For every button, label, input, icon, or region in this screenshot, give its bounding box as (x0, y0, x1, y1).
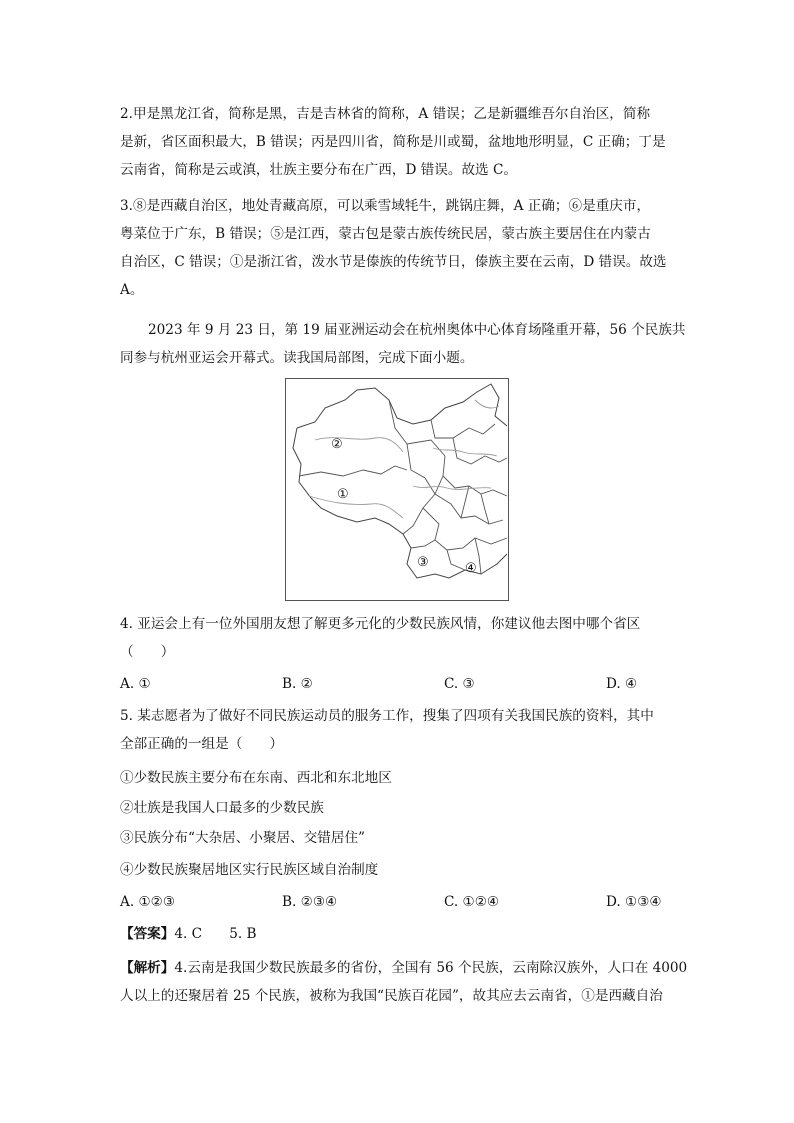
q5-option-c: C. ①②④ (444, 894, 500, 910)
analysis-line2: 人以上的还聚居着 25 个民族，被称为我国“民族百花园”，故其应去云南省，①是西藏自治 (120, 988, 663, 1004)
answer-key-label: 【答案】 (120, 926, 175, 942)
q5-stem-line1: 5. 某志愿者为了做好不同民族运动员的服务工作，搜集了四项有关我国民族的资料，其中 (120, 708, 654, 724)
q5-option-a: A. ①②③ (120, 894, 176, 910)
intro-line1: 2023 年 9 月 23 日，第 19 届亚洲运动会在杭州奥体中心体育场隆重开幕，56 个民族共 (148, 322, 686, 338)
q5-item-2: ②壮族是我国人口最多的少数民族 (120, 800, 324, 816)
q4-stem-line2: （ ） (120, 644, 175, 660)
map-label-1: ① (337, 487, 349, 502)
q5-option-d: D. ①③④ (606, 894, 662, 910)
answer-key (120, 924, 680, 944)
map-label-3: ③ (417, 555, 429, 570)
map-label-4: ④ (465, 561, 477, 576)
china-partial-map (285, 378, 509, 601)
map-label-2: ② (331, 437, 343, 452)
q4-option-b: B. ② (282, 676, 313, 692)
answer3-line2: 粤菜位于广东，B 错误；⑤是江西，蒙古包是蒙古族传统民居，蒙古族主要居住在内蒙古 (120, 226, 651, 242)
answer-key-text: 4. C 5. B (174, 926, 257, 942)
q5-item-1: ①少数民族主要分布在东南、西北和东北地区 (120, 770, 392, 786)
analysis-text-1: 4.云南是我国少数民族最多的省份，全国有 56 个民族，云南除汉族外，人口在 4000 (174, 960, 688, 976)
q5-item-3: ③民族分布“大杂居、小聚居、交错居住” (120, 830, 365, 846)
intro-line2: 同参与杭州亚运会开幕式。读我国局部图，完成下面小题。 (120, 350, 474, 366)
q4-option-c: C. ③ (444, 676, 475, 692)
analysis-line1 (120, 958, 688, 978)
q5-option-b: B. ②③④ (282, 894, 338, 910)
q4-option-d: D. ④ (606, 676, 638, 692)
answer2-line2: 是新，省区面积最大，B 错误；丙是四川省，简称是川或蜀，盆地地形明显，C 正确；丁是 (120, 134, 666, 150)
q5-item-4: ④少数民族聚居地区实行民族区域自治制度 (120, 862, 379, 878)
q4-stem-line1: 4. 亚运会上有一位外国朋友想了解更多元化的少数民族风情，你建议他去图中哪个省区 (120, 616, 641, 632)
answer3-line1: 3.⑧是西藏自治区，地处青藏高原，可以乘雪域牦牛，跳锅庄舞，A 正确；⑥是重庆市， (120, 198, 651, 214)
q5-stem-line2: 全部正确的一组是（ ） (120, 736, 284, 752)
analysis-label: 【解析】 (120, 960, 175, 976)
answer2-line3: 云南省，简称是云或滇，壮族主要分布在广西，D 错误。故选 C。 (120, 162, 517, 178)
answer3-line4: A。 (120, 282, 144, 298)
q4-option-a: A. ① (120, 676, 151, 692)
answer2-line1: 2.甲是黑龙江省，简称是黑，吉是吉林省的简称，A 错误；乙是新疆维吾尔自治区，简称 (120, 106, 651, 122)
answer3-line3: 自治区，C 错误；①是浙江省，泼水节是傣族的传统节日，傣族主要在云南，D 错误。故选 (120, 254, 667, 270)
